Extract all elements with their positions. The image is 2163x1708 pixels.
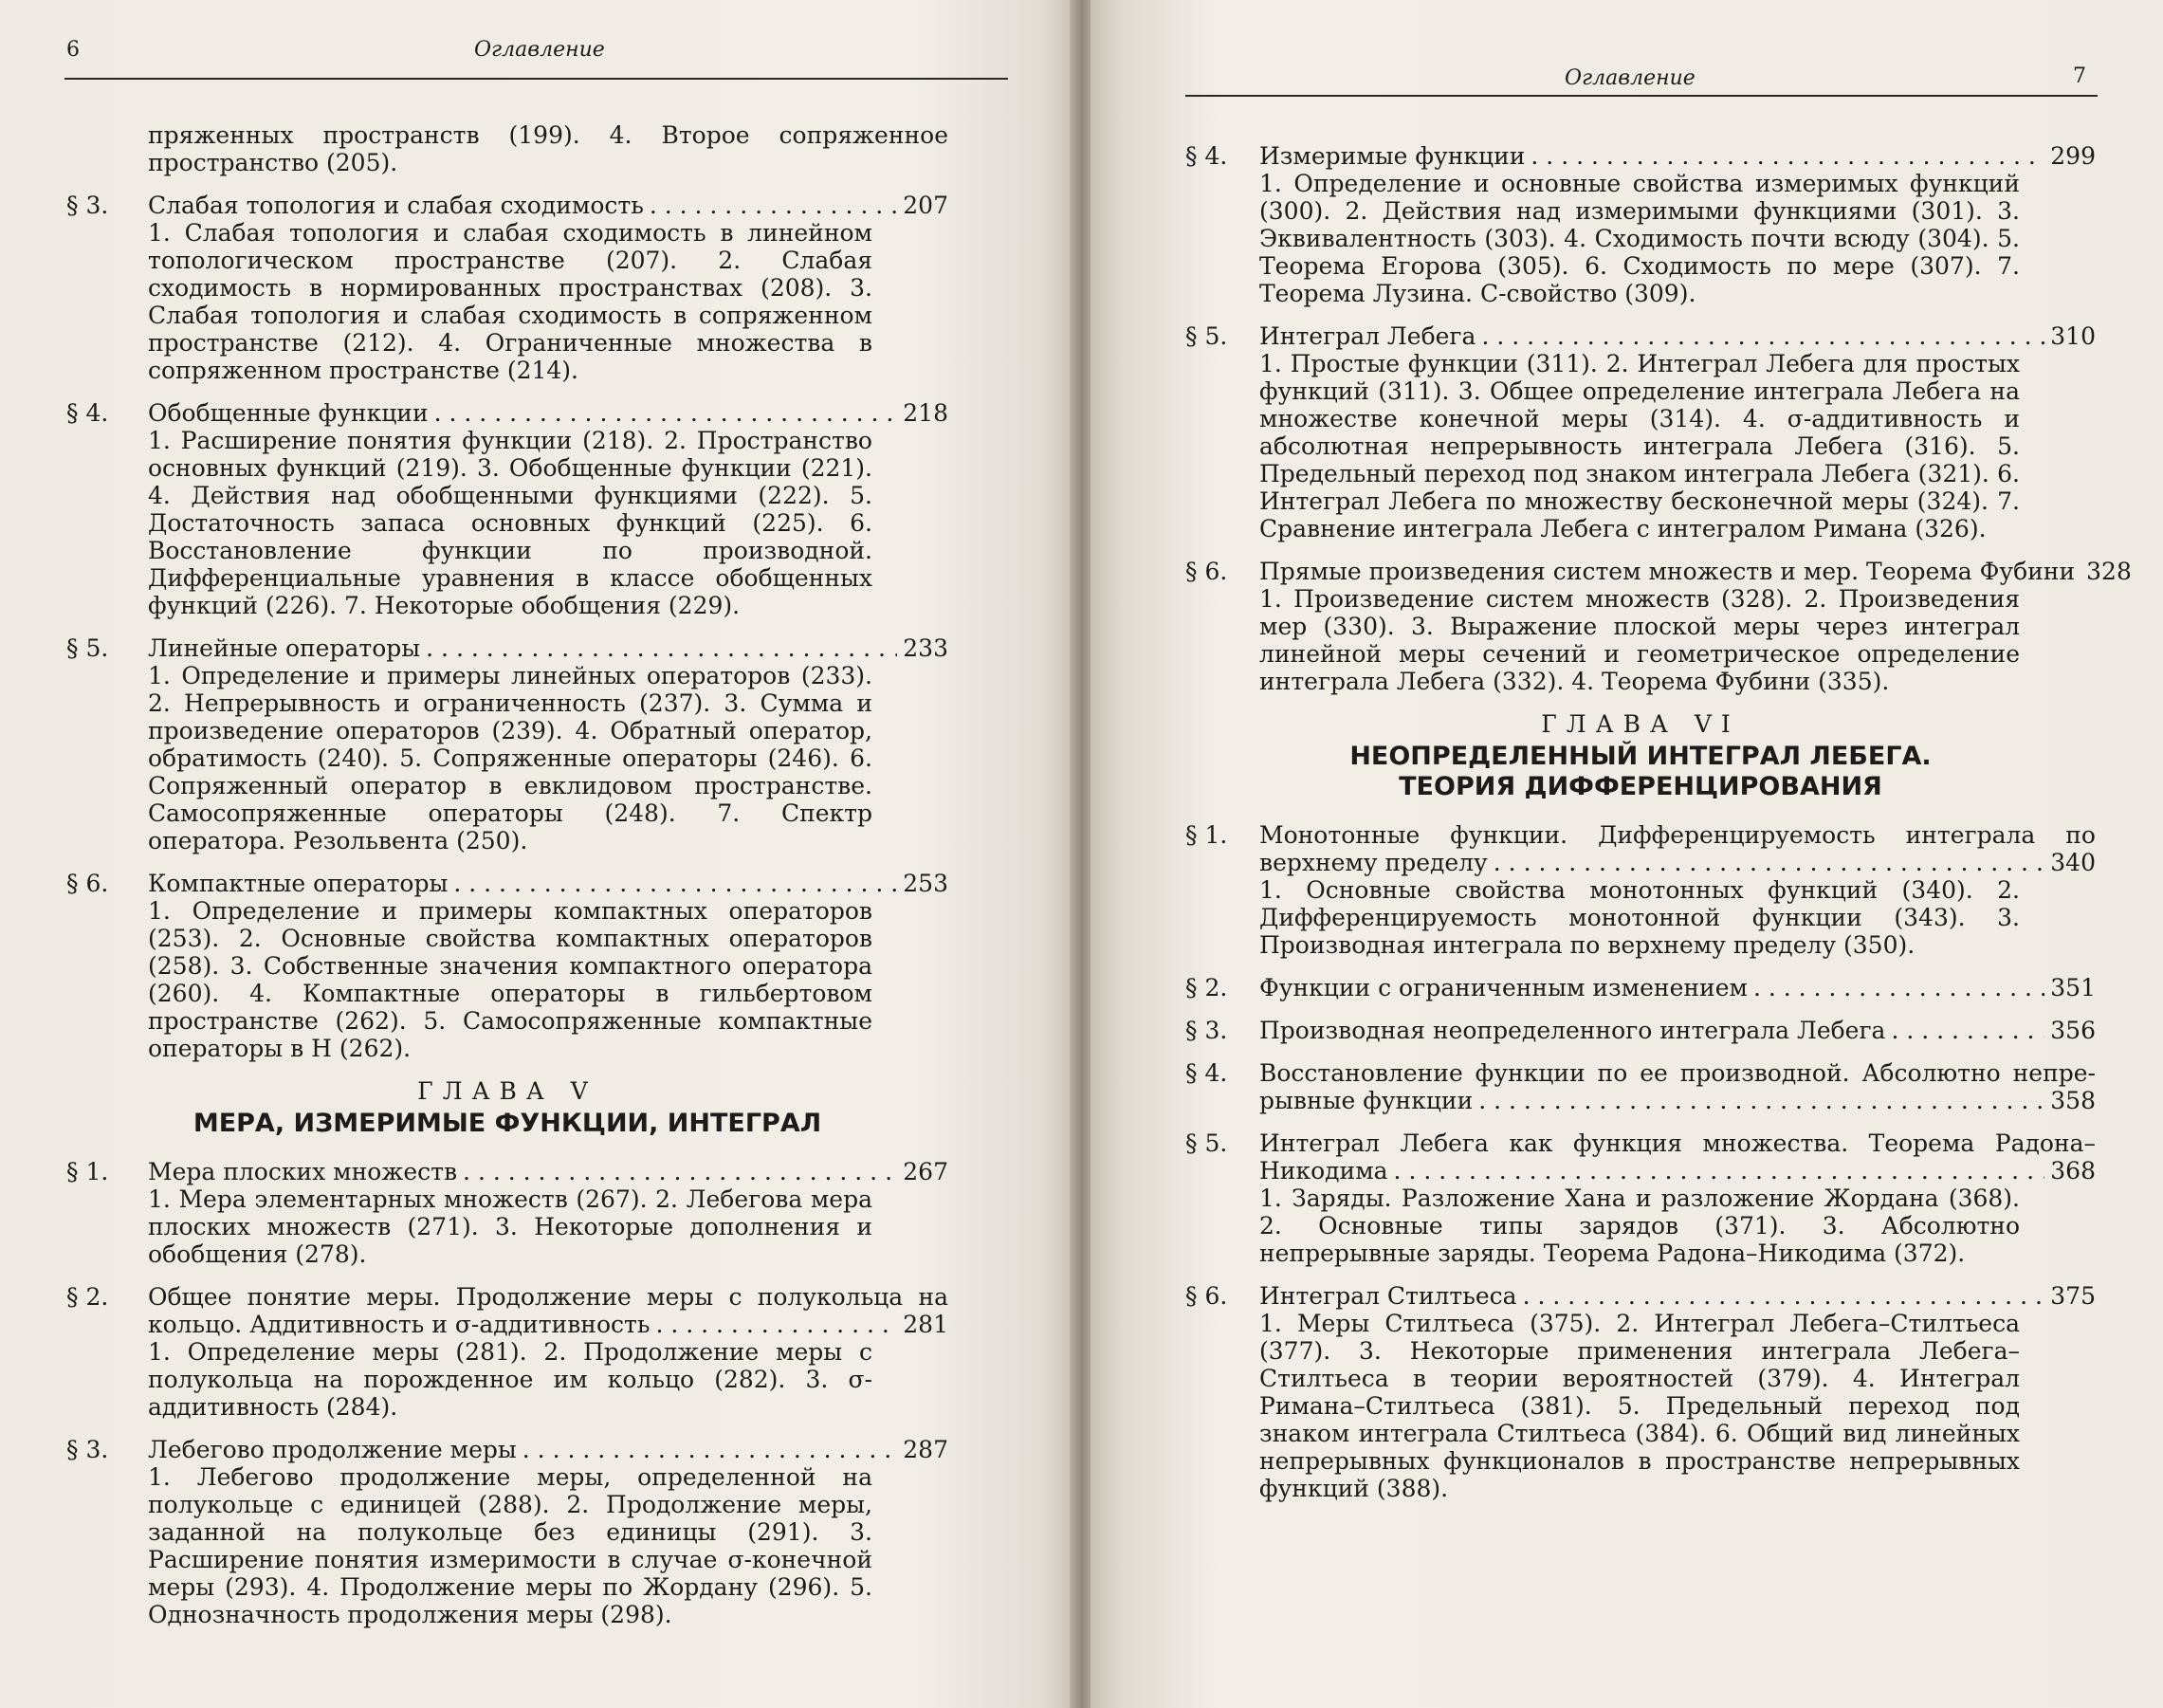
toc-entry (1185, 558, 2132, 695)
section-title: Интеграл Лебега (1259, 322, 1476, 350)
section-title: Лебегово продолжение меры (148, 1436, 517, 1463)
subsection-list: 1. Заряды. Разложение Хана и разложение Жордана (368). 2. Основные типы зарядов (371). 3. Абсолютно непрерывные заряды. Теорема Радона–Никодима (372). (1259, 1185, 2020, 1267)
subsection-list: 1. Определение и примеры линейных операторов (233). 2. Непрерывность и ограниченность (237). 3. Сумма и произведение операторов (239). 4. Обратный оператор, обратимость (240). 5. Сопряженные операторы (246). 6. Сопряженный оператор в евклидовом пространстве. Самосопряженные операторы (248). 7. Спектр оператора. Резольвента (250). (148, 662, 872, 854)
left-page (0, 0, 1073, 1708)
toc-entry (66, 192, 948, 384)
page-reference: 253 (903, 870, 948, 897)
dot-leader (1494, 849, 2045, 876)
subsection-list: 1. Мера элементарных множеств (267). 2. Лебегова мера плоских множеств (271). 3. Некоторые дополнения и обобщения (278). (148, 1185, 872, 1268)
dot-leader (1753, 974, 2044, 1001)
dot-leader (1478, 1087, 2044, 1114)
section-title: Измеримые функции (1259, 142, 1526, 170)
left-sections-chapter-iv (66, 192, 948, 1062)
section-number: § 5. (66, 634, 109, 662)
subsection-list: 1. Определение меры (281). 2. Продолжение меры с полукольца на порожденное им кольцо (282). 3. σ-аддитивность (284). (148, 1338, 872, 1421)
chapter-title: НЕОПРЕДЕЛЕННЫЙ ИНТЕГРАЛ ЛЕБЕГА. ТЕОРИЯ ДИФФЕРЕНЦИРОВАНИЯ (1349, 742, 1932, 801)
section-number: § 4. (66, 399, 109, 427)
section-title-first-line: Восстановление функции по ее производной. Абсолютно непре- (1259, 1059, 2096, 1087)
toc-entry (1185, 1282, 2096, 1502)
dot-leader (453, 870, 897, 897)
toc-entry (1185, 821, 2096, 959)
right-header-rule (1185, 95, 2098, 97)
toc-entry (66, 634, 948, 854)
dot-leader (426, 634, 897, 662)
chapter-title: МЕРА, ИЗМЕРИМЫЕ ФУНКЦИИ, ИНТЕГРАЛ (192, 1109, 822, 1138)
left-toc (66, 121, 948, 1644)
toc-entry (1185, 1129, 2096, 1267)
section-title-first-line: Монотонные функции. Дифференцируемость интеграла по (1259, 821, 2096, 849)
section-number: § 3. (66, 192, 109, 219)
page-reference: 340 (2050, 849, 2096, 876)
page-reference: 207 (903, 192, 948, 219)
page-reference: 299 (2050, 142, 2096, 170)
section-title-first-line: Интеграл Лебега как функция множества. Теорема Радона– (1259, 1129, 2096, 1157)
dot-leader (650, 192, 897, 219)
section-title: кольцо. Аддитивность и σ-аддитивность (148, 1311, 651, 1338)
section-number: § 4. (1185, 142, 1228, 170)
section-number: § 3. (66, 1436, 109, 1463)
section-number: § 1. (66, 1158, 109, 1185)
page-reference: 218 (903, 399, 948, 427)
section-number: § 6. (1185, 558, 1228, 585)
page-reference: 281 (903, 1311, 948, 1338)
chapter-label: ГЛАВА VI (1541, 710, 1740, 738)
page-reference: 351 (2050, 974, 2096, 1001)
right-running-header: Оглавление (1565, 66, 1696, 90)
section-number: § 5. (1185, 322, 1228, 350)
dot-leader (1891, 1017, 2044, 1044)
dot-leader (1523, 1282, 2045, 1310)
section-number: § 6. (66, 870, 109, 897)
dot-leader (434, 399, 898, 427)
right-sections-chapter-v (1185, 142, 2132, 695)
toc-entry (66, 399, 948, 619)
dot-leader (522, 1436, 898, 1463)
section-title-first-line: Общее понятие меры. Продолжение меры с полукольца на (148, 1283, 948, 1311)
left-header-rule (64, 78, 1008, 80)
toc-entry (66, 1436, 948, 1628)
subsection-list: 1. Произведение систем множеств (328). 2. Произведения мер (330). 3. Выражение плоской меры через интеграл линейной меры сечений и геометрическое определение интеграла Лебега (332). 4. Теорема Фубини (335). (1259, 585, 2020, 695)
section-title: рывные функции (1259, 1087, 1474, 1114)
toc-entry (66, 1283, 948, 1421)
page-reference: 375 (2050, 1282, 2096, 1310)
page-reference: 233 (903, 634, 948, 662)
subsection-list: 1. Лебегово продолжение меры, определенной на полукольце с единицей (288). 2. Продолжение меры, заданной на полукольце без единицы (291). 3. Расширение понятия измеримости в случае σ-конечной меры (293). 4. Продолжение меры по Жордану (296). 5. Однозначность продолжения меры (298). (148, 1463, 872, 1628)
section-title: Интеграл Стилтьеса (1259, 1282, 1517, 1310)
toc-entry (1185, 974, 2096, 1001)
section-number: § 3. (1185, 1017, 1228, 1044)
right-page (1091, 0, 2163, 1708)
toc-entry (1185, 142, 2096, 307)
section-number: § 1. (1185, 821, 1228, 849)
dot-leader (1481, 322, 2044, 350)
subsection-list: 1. Простые функции (311). 2. Интеграл Лебега для простых функций (311). 3. Общее определение интеграла Лебега на множестве конечной меры (314). 4. σ-аддитивность и абсолютная непрерывность интеграла Лебега (316). 5. Предельный переход под знаком интеграла Лебега (321). 6. Интеграл Лебега по множеству бесконечной меры (324). 7. Сравнение интеграла Лебега с интегралом Римана (326). (1259, 350, 2020, 542)
section-number: § 5. (1185, 1129, 1228, 1157)
page-reference: 328 (2086, 558, 2132, 585)
toc-entry (66, 870, 948, 1062)
section-title: Слабая топология и слабая сходимость (148, 192, 644, 219)
subsection-list: 1. Слабая топология и слабая сходимость в линейном топологическом пространстве (207). 2. Слабая сходимость в нормированных пространствах (208). 3. Слабая топология и слабая сходимость в сопряженном пространстве (212). 4. Ограниченные множества в сопряженном пространстве (214). (148, 219, 872, 384)
right-page-number: 7 (2073, 64, 2086, 88)
section-title: Прямые произведения систем множеств и мер. Теорема Фубини (1259, 558, 2076, 585)
section-title: Никодима (1259, 1157, 1388, 1185)
toc-entry (66, 1158, 948, 1268)
section-number: § 2. (66, 1283, 109, 1311)
section-title: Мера плоских множеств (148, 1158, 458, 1185)
dot-leader (655, 1311, 897, 1338)
page-reference: 310 (2050, 322, 2096, 350)
left-sections-chapter-v (66, 1158, 948, 1628)
right-sections-chapter-vi (1185, 821, 2096, 1502)
dot-leader (463, 1158, 897, 1185)
toc-continuation: пряженных пространств (199). 4. Второе сопряженное пространство (205). (148, 121, 948, 176)
dot-leader (1531, 142, 2044, 170)
subsection-list: 1. Расширение понятия функции (218). 2. Пространство основных функций (219). 3. Обобщенные функции (221). 4. Действия над обобщенными функциями (222). 5. Достаточность запаса основных функций (225). 6. Восстановление функции по производной. Дифференциальные уравнения в классе обобщенных функций (226). 7. Некоторые обобщения (229). (148, 427, 872, 619)
toc-entry (1185, 1017, 2096, 1044)
toc-entry (1185, 322, 2096, 542)
section-title: Компактные операторы (148, 870, 449, 897)
chapter-label: ГЛАВА V (417, 1077, 597, 1105)
dot-leader (1394, 1157, 2045, 1185)
page-reference: 267 (903, 1158, 948, 1185)
subsection-list: 1. Определение и примеры компактных операторов (253). 2. Основные свойства компактных операторов (258). 3. Собственные значения компактного оператора (260). 4. Компактные операторы в гильбертовом пространстве (262). 5. Самосопряженные компактные операторы в H (262). (148, 897, 872, 1062)
page-reference: 368 (2050, 1157, 2096, 1185)
section-title: верхнему пределу (1259, 849, 1488, 876)
left-page-number: 6 (66, 38, 80, 62)
section-number: § 4. (1185, 1059, 1228, 1087)
subsection-list: 1. Основные свойства монотонных функций (340). 2. Дифференцируемость монотонной функции (343). 3. Производная интеграла по верхнему пределу (350). (1259, 876, 2020, 959)
section-number: § 2. (1185, 974, 1228, 1001)
left-running-header: Оглавление (474, 38, 605, 62)
right-toc (1185, 142, 2132, 1517)
subsection-list: 1. Меры Стилтьеса (375). 2. Интеграл Лебега–Стилтьеса (377). 3. Некоторые применения интеграла Лебега–Стилтьеса в теории вероятностей (379). 4. Интеграл Римана–Стилтьеса (381). 5. Предельный переход под знаком интеграла Стилтьеса (384). 6. Общий вид линейных непрерывных функционалов в пространстве непрерывных функций (388). (1259, 1310, 2020, 1502)
section-title: Обобщенные функции (148, 399, 429, 427)
section-title: Производная неопределенного интеграла Лебега (1259, 1017, 1886, 1044)
page-reference: 356 (2050, 1017, 2096, 1044)
section-number: § 6. (1185, 1282, 1228, 1310)
subsection-list: 1. Определение и основные свойства измеримых функций (300). 2. Действия над измеримыми функциями (301). 3. Эквивалентность (303). 4. Сходимость почти всюду (304). 5. Теорема Егорова (305). 6. Сходимость по мере (307). 7. Теорема Лузина. C-свойство (309). (1259, 170, 2020, 307)
page-reference: 358 (2050, 1087, 2096, 1114)
page-reference: 287 (903, 1436, 948, 1463)
toc-entry (1185, 1059, 2096, 1114)
section-title: Линейные операторы (148, 634, 421, 662)
section-title: Функции с ограниченным изменением (1259, 974, 1748, 1001)
